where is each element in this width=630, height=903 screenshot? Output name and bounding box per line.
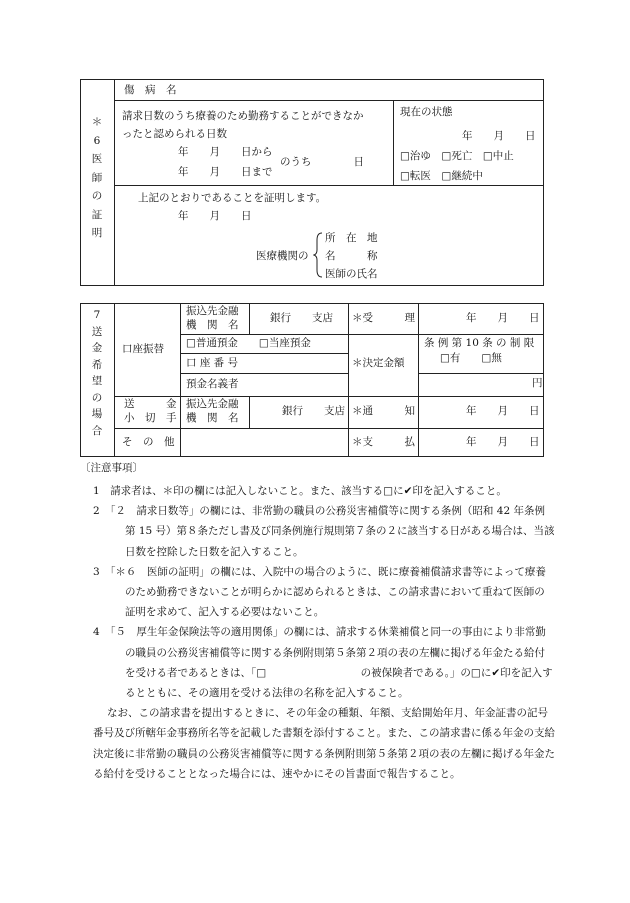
- ordinance-limit-options[interactable]: □有 □無: [440, 352, 502, 364]
- side-char: ＊: [91, 116, 103, 128]
- divider: [418, 303, 419, 457]
- certify-text: 上記のとおりであることを証明します。: [138, 192, 327, 204]
- days-label-line1: 請求日数のうち療養のため勤務することができなか: [122, 110, 364, 122]
- section-6-label: [90, 117, 104, 247]
- side-char: 6: [93, 134, 101, 147]
- account-transfer-label: 口座振替: [122, 343, 164, 355]
- other-label: そ の 他: [122, 436, 175, 448]
- divider: [114, 303, 115, 457]
- check-branch[interactable]: 銀行 支店: [282, 405, 345, 417]
- bank-branch[interactable]: 銀行 支店: [270, 312, 333, 324]
- divider: [348, 334, 544, 335]
- side-char: 明: [91, 227, 103, 239]
- notes-body: [85, 481, 555, 784]
- divider: [249, 303, 250, 334]
- current-status-label: 現在の状態: [400, 106, 453, 118]
- divider: [393, 100, 394, 185]
- note-number: 3: [93, 565, 100, 578]
- remittance-table: [80, 303, 544, 457]
- bracket: [313, 232, 323, 278]
- account-number-label: 口 座 番 号: [186, 357, 239, 369]
- side-char: 望: [91, 375, 103, 387]
- note-number: 2: [93, 505, 100, 518]
- note-text: 「５ 厚生年金保険法等の適用関係」の欄には、請求する休業補償と同一の事由により非常勤の職員の公務災害補償等に関する条例附則第５条第２項の表の左欄に掲げる年金たる給付を受ける者であるときは、「□ の被保険者である。」の□に✔印を記入するとともに、その適用を受ける法律の名称を記入すること。: [110, 626, 553, 700]
- inst-address-label: 所 在 地: [325, 232, 378, 244]
- received-date[interactable]: 年 月 日: [466, 312, 540, 324]
- divider: [114, 428, 544, 429]
- days-label-line2: ったと認められる日数: [122, 128, 227, 140]
- divider: [180, 353, 348, 354]
- note-item: [85, 562, 555, 623]
- divider: [348, 303, 349, 457]
- remittance-check-label-2: 小 切 手: [124, 412, 177, 424]
- divider: [249, 396, 250, 428]
- side-char: 証: [91, 208, 103, 221]
- note-text: 請求者は、＊印の欄には記入しないこと。また、該当する□に✔印を記入すること。: [110, 485, 507, 497]
- side-char: 師: [91, 171, 103, 184]
- medical-institution-label: 医療機関の: [256, 250, 309, 262]
- note-item: [85, 622, 555, 703]
- note-number: 4: [93, 626, 100, 639]
- to-date[interactable]: 年 月 日まで: [178, 166, 273, 178]
- inst-name-label: 名 称: [325, 250, 378, 262]
- divider: [180, 334, 348, 335]
- days-of-which[interactable]: のうち 日: [280, 156, 364, 168]
- status-options-row1[interactable]: □治ゆ □死亡 □中止: [400, 150, 514, 162]
- note-text: 「２ 請求日数等」の欄には、非常勤の職員の公務災害補償等に関する条例（昭和 42 年条例第 15 号）第８条ただし書及び同条例施行規則第７条の２に該当する日がある場合は、当該日数を控除した日数を記入すること。: [110, 505, 555, 558]
- bank-name-label-1: 振込先金融: [186, 305, 239, 317]
- yen-unit: 円: [532, 377, 543, 389]
- side-char: 7: [93, 309, 101, 321]
- decided-amount-label: ＊決定金額: [352, 357, 405, 369]
- side-char: の: [91, 190, 103, 202]
- notified-label: ＊通 知: [352, 405, 415, 417]
- notes-heading: 〔注意事項〕: [80, 462, 143, 474]
- divider: [114, 396, 544, 397]
- divider: [180, 303, 181, 457]
- status-options-row2[interactable]: □転医 □継続中: [400, 170, 483, 182]
- bank-name-label-2: 機 関 名: [186, 319, 239, 331]
- ordinance-limit-label: 条 例 第 10 条 の 制 限: [424, 337, 535, 349]
- note-number: 1: [93, 485, 100, 497]
- deposit-type-options[interactable]: □普通預金 □当座預金: [186, 337, 311, 349]
- paid-label: ＊支 払: [352, 436, 415, 448]
- divider: [114, 100, 544, 101]
- side-char: 金: [91, 342, 103, 354]
- note-item: [85, 501, 555, 562]
- from-date[interactable]: 年 月 日から: [178, 146, 273, 158]
- account-holder-label: 預金名義者: [186, 378, 239, 390]
- side-char: 場: [91, 408, 103, 420]
- divider: [418, 373, 544, 374]
- divider: [180, 373, 348, 374]
- note-item: [85, 481, 555, 501]
- side-char: 希: [91, 358, 103, 371]
- section-7-label: [90, 310, 104, 442]
- doctor-name-label: 医師の氏名: [325, 268, 378, 280]
- notified-date[interactable]: 年 月 日: [466, 405, 540, 417]
- check-bank-label-1: 振込先金融: [186, 398, 239, 410]
- side-char: 医: [91, 153, 103, 165]
- side-char: の: [91, 391, 103, 404]
- divider: [114, 79, 115, 286]
- received-label: ＊受 理: [352, 312, 415, 324]
- check-bank-label-2: 機 関 名: [186, 412, 239, 424]
- certify-date[interactable]: 年 月 日: [178, 210, 252, 222]
- side-char: 合: [91, 424, 103, 437]
- status-date[interactable]: 年 月 日: [462, 130, 536, 142]
- paid-date[interactable]: 年 月 日: [466, 436, 540, 448]
- side-char: 送: [91, 325, 103, 338]
- remittance-check-label-1: 送 金: [124, 398, 177, 410]
- note-paragraph: なお、この請求書を提出するときに、その年金の種類、年額、支給開始年月、年金証書の記号番号及び所轄年金事務所名等を記載した書類を添付すること。また、この請求書に係る年金の支給決定後に非常勤の職員の公務災害補償等に関する条例附則第５条第２項の表の左欄に掲げる年金たる給付を受けることとなった場合には、速やかにその旨書面で報告すること。: [93, 707, 555, 780]
- disease-name-label: 傷 病 名: [124, 84, 177, 96]
- divider: [114, 185, 544, 186]
- note-text: 「＊６ 医師の証明」の欄には、入院中の場合のように、既に療養補償請求書等によって療養のため勤務できないことが明らかに認められるときは、この請求書において重ねて医師の証明を求めて、記入する必要はないこと。: [110, 565, 546, 619]
